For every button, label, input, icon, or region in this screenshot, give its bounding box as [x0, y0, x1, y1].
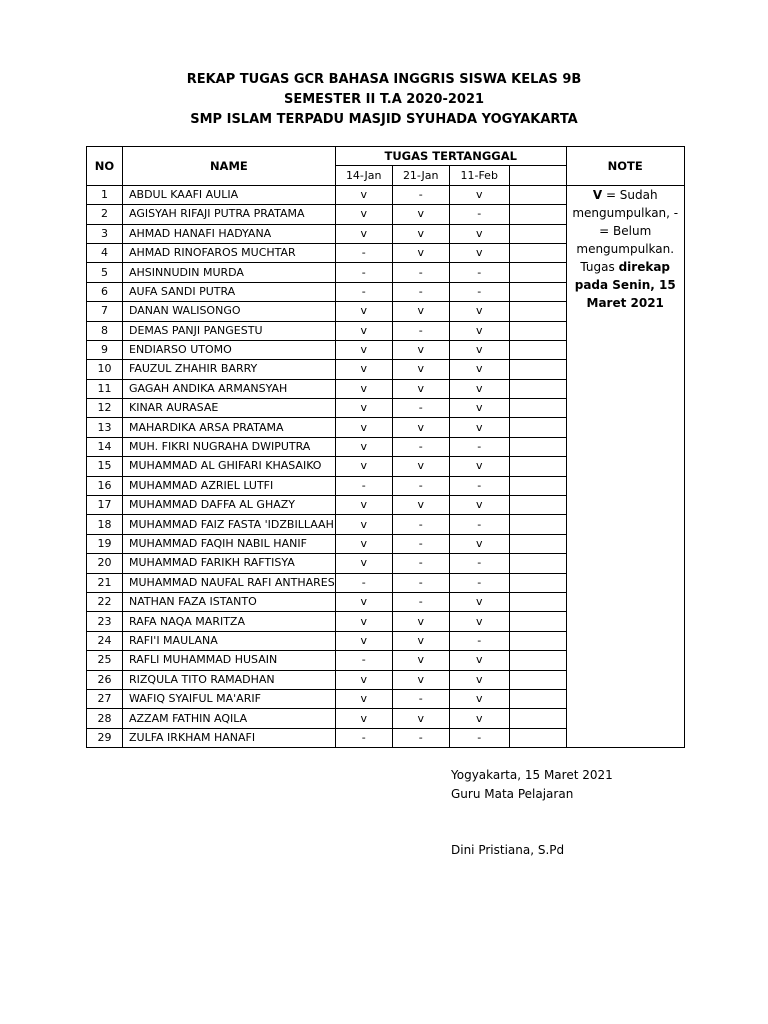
mark-empty [509, 592, 566, 611]
mark-21-jan: - [392, 263, 449, 282]
mark-empty [509, 728, 566, 747]
mark-21-jan: v [392, 205, 449, 224]
header-name: NAME [123, 147, 336, 186]
mark-14-jan: v [335, 496, 392, 515]
mark-empty [509, 689, 566, 708]
mark-21-jan: - [392, 554, 449, 573]
mark-11-feb: v [449, 534, 509, 553]
note-text: = Sudah mengumpulkan, - = Belum mengumpulkan. Tugas [572, 187, 679, 274]
mark-empty [509, 224, 566, 243]
signature-place-date: Yogyakarta, 15 Maret 2021 [451, 768, 613, 782]
mark-14-jan: v [335, 534, 392, 553]
student-name: RAFLI MUHAMMAD HUSAIN [123, 651, 336, 670]
row-number: 12 [87, 399, 123, 418]
mark-21-jan: v [392, 670, 449, 689]
header-note: NOTE [566, 147, 684, 186]
note-symbol-v: V [592, 187, 603, 202]
row-number: 16 [87, 476, 123, 495]
mark-21-jan: - [392, 728, 449, 747]
student-name: AHSINNUDIN MURDA [123, 263, 336, 282]
row-number: 13 [87, 418, 123, 437]
row-number: 4 [87, 243, 123, 262]
mark-14-jan: v [335, 592, 392, 611]
mark-empty [509, 263, 566, 282]
row-number: 18 [87, 515, 123, 534]
mark-21-jan: v [392, 243, 449, 262]
mark-empty [509, 554, 566, 573]
student-name: MUHAMMAD NAUFAL RAFI ANTHARES [123, 573, 336, 592]
row-number: 29 [87, 728, 123, 747]
row-number: 5 [87, 263, 123, 282]
mark-14-jan: v [335, 205, 392, 224]
mark-11-feb: v [449, 185, 509, 204]
row-number: 21 [87, 573, 123, 592]
row-number: 1 [87, 185, 123, 204]
mark-14-jan: v [335, 399, 392, 418]
row-number: 22 [87, 592, 123, 611]
mark-14-jan: - [335, 476, 392, 495]
header-date-2: 21-Jan [392, 166, 449, 185]
mark-empty [509, 612, 566, 631]
row-number: 6 [87, 282, 123, 301]
mark-21-jan: v [392, 631, 449, 650]
mark-11-feb: v [449, 592, 509, 611]
mark-empty [509, 340, 566, 359]
student-name: MUHAMMAD FARIKH RAFTISYA [123, 554, 336, 573]
assignment-table [86, 146, 685, 748]
row-number: 28 [87, 709, 123, 728]
row-number: 7 [87, 302, 123, 321]
student-name: WAFIQ SYAIFUL MA'ARIF [123, 689, 336, 708]
mark-11-feb: - [449, 263, 509, 282]
student-name: DANAN WALISONGO [123, 302, 336, 321]
mark-21-jan: - [392, 437, 449, 456]
row-number: 26 [87, 670, 123, 689]
mark-empty [509, 631, 566, 650]
mark-14-jan: v [335, 612, 392, 631]
student-name: ZULFA IRKHAM HANAFI [123, 728, 336, 747]
signature-name: Dini Pristiana, S.Pd [451, 843, 565, 857]
student-name: ENDIARSO UTOMO [123, 340, 336, 359]
document-title [0, 70, 768, 130]
header-no: NO [87, 147, 123, 186]
mark-21-jan: v [392, 224, 449, 243]
student-name: MUHAMMAD FAQIH NABIL HANIF [123, 534, 336, 553]
student-name: ABDUL KAAFI AULIA [123, 185, 336, 204]
header-date-1: 14-Jan [335, 166, 392, 185]
mark-empty [509, 437, 566, 456]
student-name: RAFI'I MAULANA [123, 631, 336, 650]
mark-empty [509, 670, 566, 689]
mark-empty [509, 205, 566, 224]
mark-11-feb: v [449, 360, 509, 379]
mark-11-feb: v [449, 399, 509, 418]
row-number: 3 [87, 224, 123, 243]
row-number: 27 [87, 689, 123, 708]
mark-14-jan: v [335, 185, 392, 204]
mark-14-jan: v [335, 670, 392, 689]
mark-21-jan: - [392, 573, 449, 592]
row-number: 10 [87, 360, 123, 379]
mark-11-feb: v [449, 651, 509, 670]
title-line-3: SMP ISLAM TERPADU MASJID SYUHADA YOGYAKARTA [190, 112, 578, 127]
mark-14-jan: v [335, 418, 392, 437]
mark-21-jan: v [392, 457, 449, 476]
row-number: 2 [87, 205, 123, 224]
mark-21-jan: - [392, 515, 449, 534]
mark-11-feb: v [449, 418, 509, 437]
note-cell [566, 185, 684, 747]
mark-11-feb: v [449, 457, 509, 476]
mark-14-jan: v [335, 321, 392, 340]
mark-14-jan: - [335, 651, 392, 670]
mark-empty [509, 496, 566, 515]
mark-21-jan: v [392, 651, 449, 670]
mark-21-jan: - [392, 399, 449, 418]
mark-21-jan: v [392, 340, 449, 359]
mark-empty [509, 399, 566, 418]
row-number: 24 [87, 631, 123, 650]
student-name: AUFA SANDI PUTRA [123, 282, 336, 301]
row-number: 8 [87, 321, 123, 340]
mark-14-jan: v [335, 554, 392, 573]
title-line-1: REKAP TUGAS GCR BAHASA INGGRIS SISWA KELAS 9B [186, 72, 582, 87]
mark-11-feb: - [449, 476, 509, 495]
mark-11-feb: - [449, 282, 509, 301]
row-number: 23 [87, 612, 123, 631]
row-number: 19 [87, 534, 123, 553]
mark-14-jan: - [335, 728, 392, 747]
mark-11-feb: v [449, 709, 509, 728]
mark-14-jan: v [335, 457, 392, 476]
mark-14-jan: v [335, 515, 392, 534]
mark-14-jan: - [335, 282, 392, 301]
mark-14-jan: - [335, 263, 392, 282]
mark-11-feb: - [449, 205, 509, 224]
student-name: RAFA NAQA MARITZA [123, 612, 336, 631]
mark-empty [509, 302, 566, 321]
student-name: GAGAH ANDIKA ARMANSYAH [123, 379, 336, 398]
mark-empty [509, 457, 566, 476]
mark-11-feb: v [449, 379, 509, 398]
mark-21-jan: - [392, 185, 449, 204]
student-name: FAUZUL ZHAHIR BARRY [123, 360, 336, 379]
row-number: 9 [87, 340, 123, 359]
mark-empty [509, 651, 566, 670]
student-name: MUHAMMAD DAFFA AL GHAZY [123, 496, 336, 515]
student-name: MUHAMMAD AZRIEL LUTFI [123, 476, 336, 495]
mark-14-jan: - [335, 243, 392, 262]
mark-14-jan: v [335, 360, 392, 379]
mark-14-jan: v [335, 340, 392, 359]
mark-14-jan: v [335, 709, 392, 728]
mark-14-jan: v [335, 379, 392, 398]
mark-14-jan: v [335, 437, 392, 456]
mark-11-feb: v [449, 496, 509, 515]
mark-21-jan: - [392, 476, 449, 495]
mark-empty [509, 476, 566, 495]
mark-empty [509, 360, 566, 379]
mark-11-feb: v [449, 321, 509, 340]
mark-11-feb: - [449, 573, 509, 592]
mark-11-feb: - [449, 515, 509, 534]
row-number: 14 [87, 437, 123, 456]
student-name: NATHAN FAZA ISTANTO [123, 592, 336, 611]
header-date-empty [509, 166, 566, 185]
mark-11-feb: v [449, 612, 509, 631]
mark-11-feb: v [449, 689, 509, 708]
table-row [87, 185, 685, 204]
mark-21-jan: - [392, 534, 449, 553]
mark-21-jan: v [392, 496, 449, 515]
student-name: MUHAMMAD FAIZ FASTA 'IDZBILLAAH [123, 515, 336, 534]
mark-14-jan: v [335, 689, 392, 708]
mark-14-jan: v [335, 302, 392, 321]
student-name: DEMAS PANJI PANGESTU [123, 321, 336, 340]
mark-11-feb: v [449, 243, 509, 262]
mark-21-jan: v [392, 360, 449, 379]
mark-21-jan: v [392, 418, 449, 437]
student-name: KINAR AURASAE [123, 399, 336, 418]
row-number: 17 [87, 496, 123, 515]
mark-21-jan: - [392, 689, 449, 708]
mark-empty [509, 573, 566, 592]
mark-empty [509, 515, 566, 534]
student-name: RIZQULA TITO RAMADHAN [123, 670, 336, 689]
title-line-2: SEMESTER II T.A 2020-2021 [283, 92, 485, 107]
row-number: 15 [87, 457, 123, 476]
mark-21-jan: - [392, 282, 449, 301]
mark-empty [509, 709, 566, 728]
header-tugas: TUGAS TERTANGGAL [335, 147, 566, 166]
mark-11-feb: v [449, 670, 509, 689]
student-name: AHMAD RINOFAROS MUCHTAR [123, 243, 336, 262]
mark-11-feb: v [449, 224, 509, 243]
student-name: MUH. FIKRI NUGRAHA DWIPUTRA [123, 437, 336, 456]
mark-14-jan: - [335, 573, 392, 592]
signature-role: Guru Mata Pelajaran [451, 787, 574, 801]
row-number: 11 [87, 379, 123, 398]
mark-11-feb: - [449, 631, 509, 650]
mark-11-feb: - [449, 728, 509, 747]
student-name: MUHAMMAD AL GHIFARI KHASAIKO [123, 457, 336, 476]
row-number: 20 [87, 554, 123, 573]
header-date-3: 11-Feb [449, 166, 509, 185]
student-name: AZZAM FATHIN AQILA [123, 709, 336, 728]
mark-empty [509, 321, 566, 340]
mark-empty [509, 282, 566, 301]
row-number: 25 [87, 651, 123, 670]
mark-21-jan: v [392, 302, 449, 321]
mark-11-feb: v [449, 340, 509, 359]
mark-21-jan: v [392, 379, 449, 398]
signature-block [451, 766, 613, 804]
mark-14-jan: v [335, 224, 392, 243]
mark-11-feb: - [449, 554, 509, 573]
mark-14-jan: v [335, 631, 392, 650]
student-name: AHMAD HANAFI HADYANA [123, 224, 336, 243]
mark-21-jan: - [392, 321, 449, 340]
mark-21-jan: v [392, 709, 449, 728]
mark-11-feb: - [449, 437, 509, 456]
student-name: MAHARDIKA ARSA PRATAMA [123, 418, 336, 437]
mark-11-feb: v [449, 302, 509, 321]
mark-empty [509, 418, 566, 437]
mark-empty [509, 185, 566, 204]
mark-empty [509, 534, 566, 553]
note-bold-text: direkap pada Senin, 15 Maret 2021 [574, 259, 676, 310]
mark-21-jan: - [392, 592, 449, 611]
student-name: AGISYAH RIFAJI PUTRA PRATAMA [123, 205, 336, 224]
mark-21-jan: v [392, 612, 449, 631]
mark-empty [509, 379, 566, 398]
mark-empty [509, 243, 566, 262]
